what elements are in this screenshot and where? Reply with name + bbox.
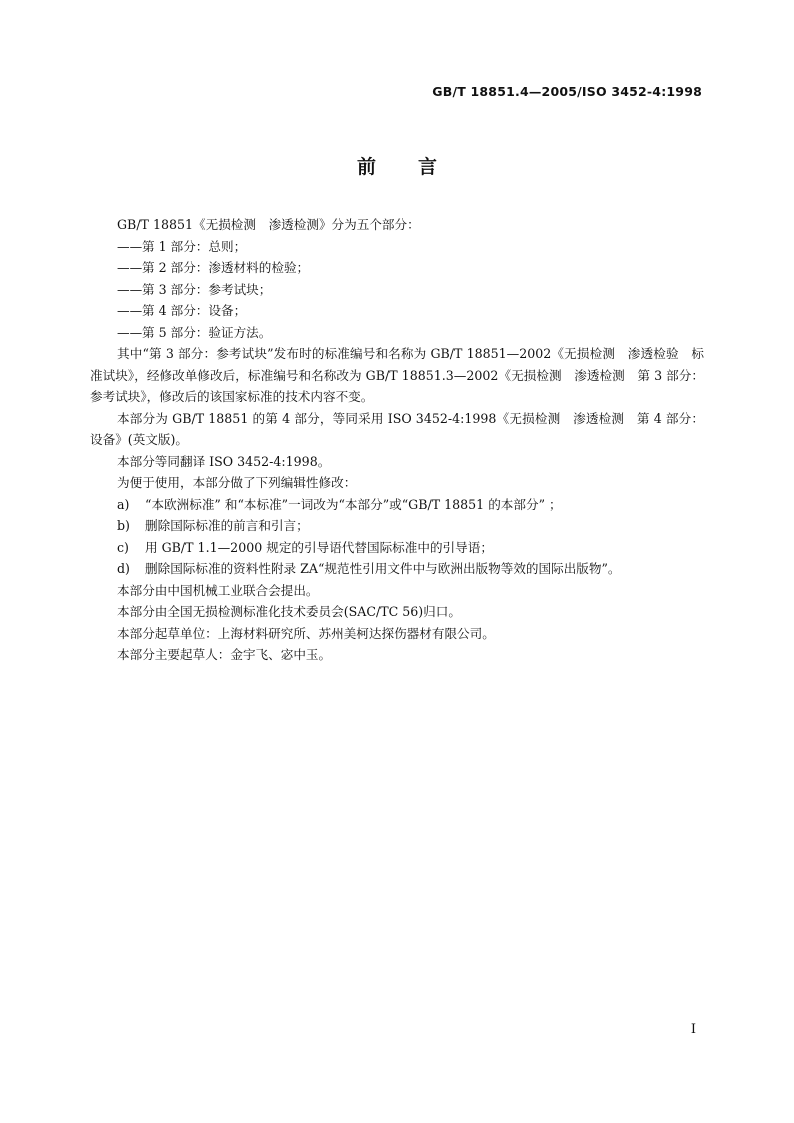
drafting-units-paragraph: 本部分起草单位：上海材料研究所、苏州美柯达探伤器材有限公司。 [117,625,495,641]
intro-paragraph: GB/T 18851《无损检测 渗透检测》分为五个部分： [117,217,420,232]
list-item [90,322,704,344]
edit-item-label: c) [117,539,129,555]
edit-item-text: “本欧洲标准” 和“本标准”一词改为“本部分”或“GB/T 18851 的本部分” ； [145,496,562,512]
edit-item [90,494,704,516]
edit-item-label: a) [117,496,130,512]
edit-item-text: 删除国际标准的前言和引言； [145,518,309,533]
translation-paragraph: 本部分等同翻译 ISO 3452-4:1998。 [117,453,331,469]
foreword-body [90,214,704,666]
list-item-text: 第 4 部分：设备； [142,303,247,318]
rename-paragraph: 其中“第 3 部分：参考试块”发布时的标准编号和名称为 GB/T 18851—2002《无损检测 渗透检验 标准试块》，经修改单修改后，标准编号和名称改为 GB/T 18851.3—2002《无损检测 渗透检测 第 3 部分：参考试块》，修改后的该国家标准的技术内容不变。 [90,346,704,404]
adoption-paragraph: 本部分为 GB/T 18851 的第 4 部分，等同采用 ISO 3452-4:1998《无损检测 渗透检测 第 4 部分：设备》(英文版)。 [90,410,704,447]
list-item [90,257,704,279]
page-title: 前言 [356,156,479,178]
edit-item-label: d) [117,561,130,576]
edit-intro-paragraph: 为便于使用，本部分做了下列编辑性修改： [117,475,357,490]
standard-code: GB/T 18851.4—2005/ISO 3452-4:1998 [432,84,702,99]
proposed-by-paragraph: 本部分由中国机械工业联合会提出。 [117,582,319,598]
dash-marker: —— [117,281,143,297]
drafters-paragraph: 本部分主要起草人：金宇飞、宓中玉。 [117,647,332,662]
centralized-by-paragraph: 本部分由全国无损检测标准化技术委员会(SAC/TC 56)归口。 [117,604,461,619]
list-item [90,300,704,322]
page-number: I [690,1022,696,1037]
list-item-text: 第 1 部分：总则； [142,238,247,254]
dash-marker: —— [117,303,143,318]
edit-item [90,558,704,580]
edit-item [90,537,704,559]
list-item [90,236,704,258]
list-item-text: 第 2 部分：渗透材料的检验； [142,260,310,275]
dash-marker: —— [117,238,143,254]
list-item [90,279,704,301]
edit-item-text: 删除国际标准的资料性附录 ZA“规范性引用文件中与欧洲出版物等效的国际出版物”。 [145,561,621,576]
edit-item-label: b) [117,518,130,533]
list-item-text: 第 5 部分：验证方法。 [142,324,272,340]
dash-marker: —— [117,324,143,340]
edit-item-text: 用 GB/T 1.1—2000 规定的引导语代替国际标准中的引导语； [145,539,493,555]
list-item-text: 第 3 部分：参考试块； [142,281,272,297]
dash-marker: —— [117,260,143,275]
edit-item [90,515,704,537]
